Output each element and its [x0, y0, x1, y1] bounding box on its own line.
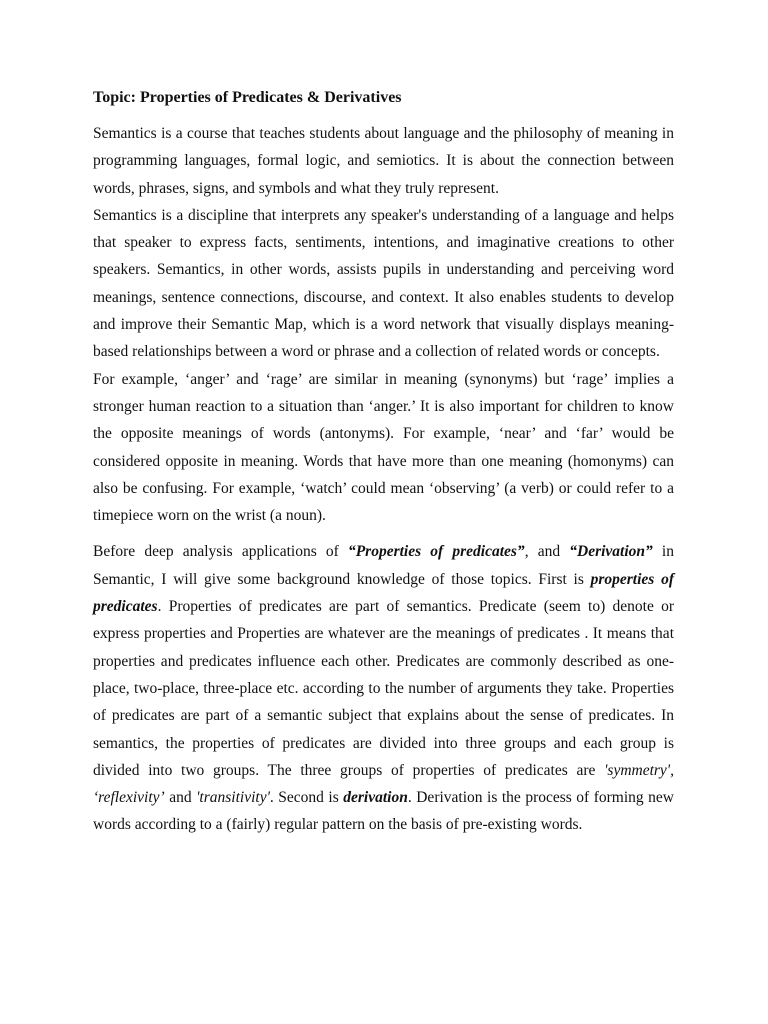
paragraph-1: Semantics is a course that teaches students about language and the philosophy of meaning in programming languages, formal logic, and semiotics. It is about the connection between words, phrases, signs, and symbols and what they truly represent.	[93, 125, 674, 197]
text-run: Before deep analysis applications of	[93, 543, 348, 561]
paragraph-3: For example, ‘anger’ and ‘rage’ are similar in meaning (synonyms) but ‘rage’ implies a stronger human reaction to a situation than ‘anger.’ It is also important for children to know the opposite meanings of words (antonyms). For example, ‘near’ and ‘far’ would be considered opposite in meaning. Words that have more than one meaning (homonyms) can also be confusing. For example, ‘watch’ could mean ‘observing’ (a verb) or could refer to a timepiece worn on the wrist (a noun).	[93, 370, 674, 525]
emphasis-properties-of-predicates: “Properties of predicates”	[347, 543, 525, 561]
emphasis-derivation: “Derivation”	[569, 543, 653, 561]
text-run: in Semantic, I will give some background knowledge of those topics. First is	[93, 543, 674, 588]
emphasis-symmetry-reflexivity: 'symmetry', ‘reflexivity’	[93, 761, 674, 807]
emphasis-derivation-term: derivation	[343, 789, 408, 807]
document-page	[93, 86, 674, 839]
text-run: and	[164, 789, 197, 807]
emphasis-properties-of-predicates-term: properties of predicates	[93, 570, 674, 616]
paragraph-4	[93, 538, 674, 838]
text-run: , and	[524, 543, 570, 561]
paragraph-2: Semantics is a discipline that interprets any speaker's understanding of a language and helps that speaker to express facts, sentiments, intentions, and imaginative creations to other speakers. Semantics, in other words, assists pupils in understanding and perceiving word meanings, sentence connections, discourse, and context. It also enables students to develop and improve their Semantic Map, which is a word network that visually displays meaning-based relationships between a word or phrase and a collection of related words or concepts.	[93, 206, 674, 361]
emphasis-transitivity: 'transitivity'	[196, 789, 270, 807]
text-run: . Derivation is the process of forming new words according to a (fairly) regular pattern on the basis of pre-existing words.	[93, 789, 674, 834]
text-run: . Properties of predicates are part of semantics. Predicate (seem to) denote or express properties and Properties are whatever are the meanings of predicates . It means that properties and predicates influence each other. Predicates are commonly described as one-place, two-place, three-place etc. according to the number of arguments they take. Properties of predicates are part of a semantic subject that explains about the sense of predicates. In semantics, the properties of predicates are divided into three groups and each group is divided into two groups. The three groups of properties of predicates are	[93, 598, 674, 779]
text-run: . Second is	[269, 789, 344, 807]
document-title: Topic: Properties of Predicates & Derivatives	[93, 89, 402, 106]
